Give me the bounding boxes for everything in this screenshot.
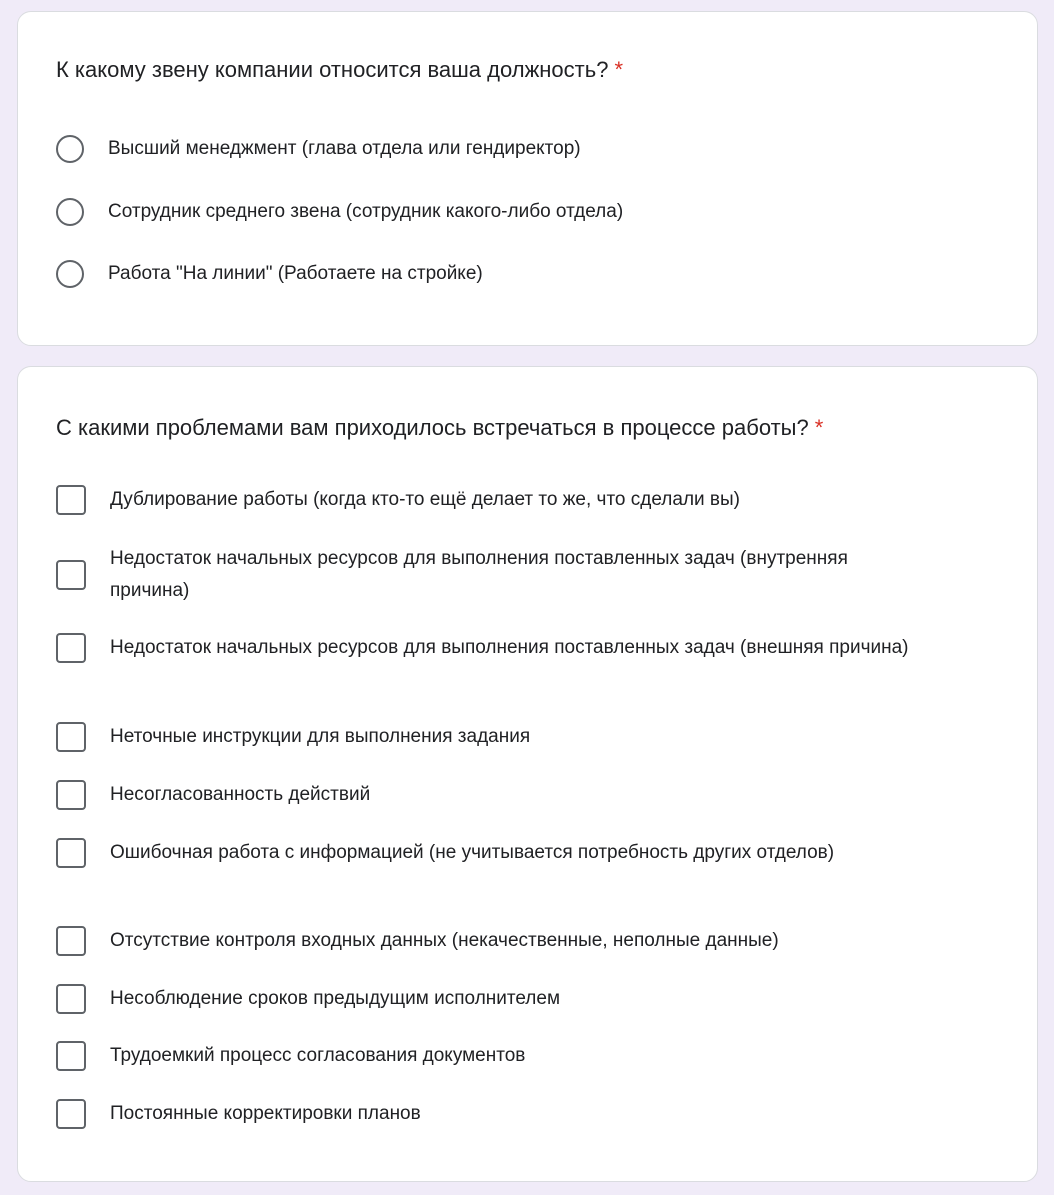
option-label: Ошибочная работа с информацией (не учитывается потребность других отделов) [110,842,835,863]
checkbox[interactable] [56,926,86,956]
checkbox[interactable] [56,485,86,515]
option-label: Работа "На линии" (Работаете на стройке) [108,263,483,284]
checkbox[interactable] [56,560,86,590]
required-asterisk: * [814,415,824,440]
question-card-work-problems [17,366,1038,1182]
option-label: Высший менеджмент (глава отдела или гендиректор) [108,138,581,159]
checkbox[interactable] [56,838,86,868]
radio-option-on-line[interactable] [56,258,928,290]
radio-button[interactable] [56,198,84,226]
option-label: Несогласованность действий [110,784,371,805]
radio-button[interactable] [56,135,84,163]
checkbox-option-input-control[interactable] [56,925,930,957]
checkbox[interactable] [56,722,86,752]
option-label: Постоянные корректировки планов [110,1103,421,1124]
option-label: Сотрудник среднего звена (сотрудник какого-либо отдела) [108,201,624,222]
checkbox-option-deadlines[interactable] [56,983,930,1015]
radio-option-middle-staff[interactable] [56,196,928,228]
checkbox-option-inaccurate-instructions[interactable] [56,721,930,753]
checkbox-option-resources-external[interactable] [56,632,930,664]
checkbox[interactable] [56,1099,86,1129]
checkbox[interactable] [56,633,86,663]
question-title [56,414,823,442]
checkbox-option-plan-corrections[interactable] [56,1098,930,1130]
option-label: Дублирование работы (когда кто-то ещё делает то же, что сделали вы) [110,489,741,510]
required-asterisk: * [614,57,624,82]
option-label: Недостаток начальных ресурсов для выполнения поставленных задач (внутренняя причина) [110,548,848,601]
question-title-text: С какими проблемами вам приходилось встречаться в процессе работы? [56,415,809,440]
option-label: Трудоемкий процесс согласования документов [110,1045,526,1066]
checkbox[interactable] [56,1041,86,1071]
checkbox[interactable] [56,780,86,810]
checkbox-option-resources-internal[interactable] [56,543,930,607]
radio-button[interactable] [56,260,84,288]
checkbox-option-duplicate-work[interactable] [56,484,930,516]
question-card-position-level [17,11,1038,346]
option-label: Недостаток начальных ресурсов для выполнения поставленных задач (внешняя причина) [110,637,909,658]
question-title-text: К какому звену компании относится ваша должность? [56,57,609,82]
checkbox-option-inconsistency[interactable] [56,779,930,811]
option-label: Несоблюдение сроков предыдущим исполнителем [110,988,561,1009]
question-title [56,56,623,84]
option-label: Отсутствие контроля входных данных (некачественные, неполные данные) [110,930,779,951]
option-label: Неточные инструкции для выполнения задания [110,726,531,747]
checkbox-option-info-errors[interactable] [56,837,930,869]
checkbox-option-document-approval[interactable] [56,1040,930,1072]
radio-option-top-management[interactable] [56,133,928,165]
checkbox[interactable] [56,984,86,1014]
